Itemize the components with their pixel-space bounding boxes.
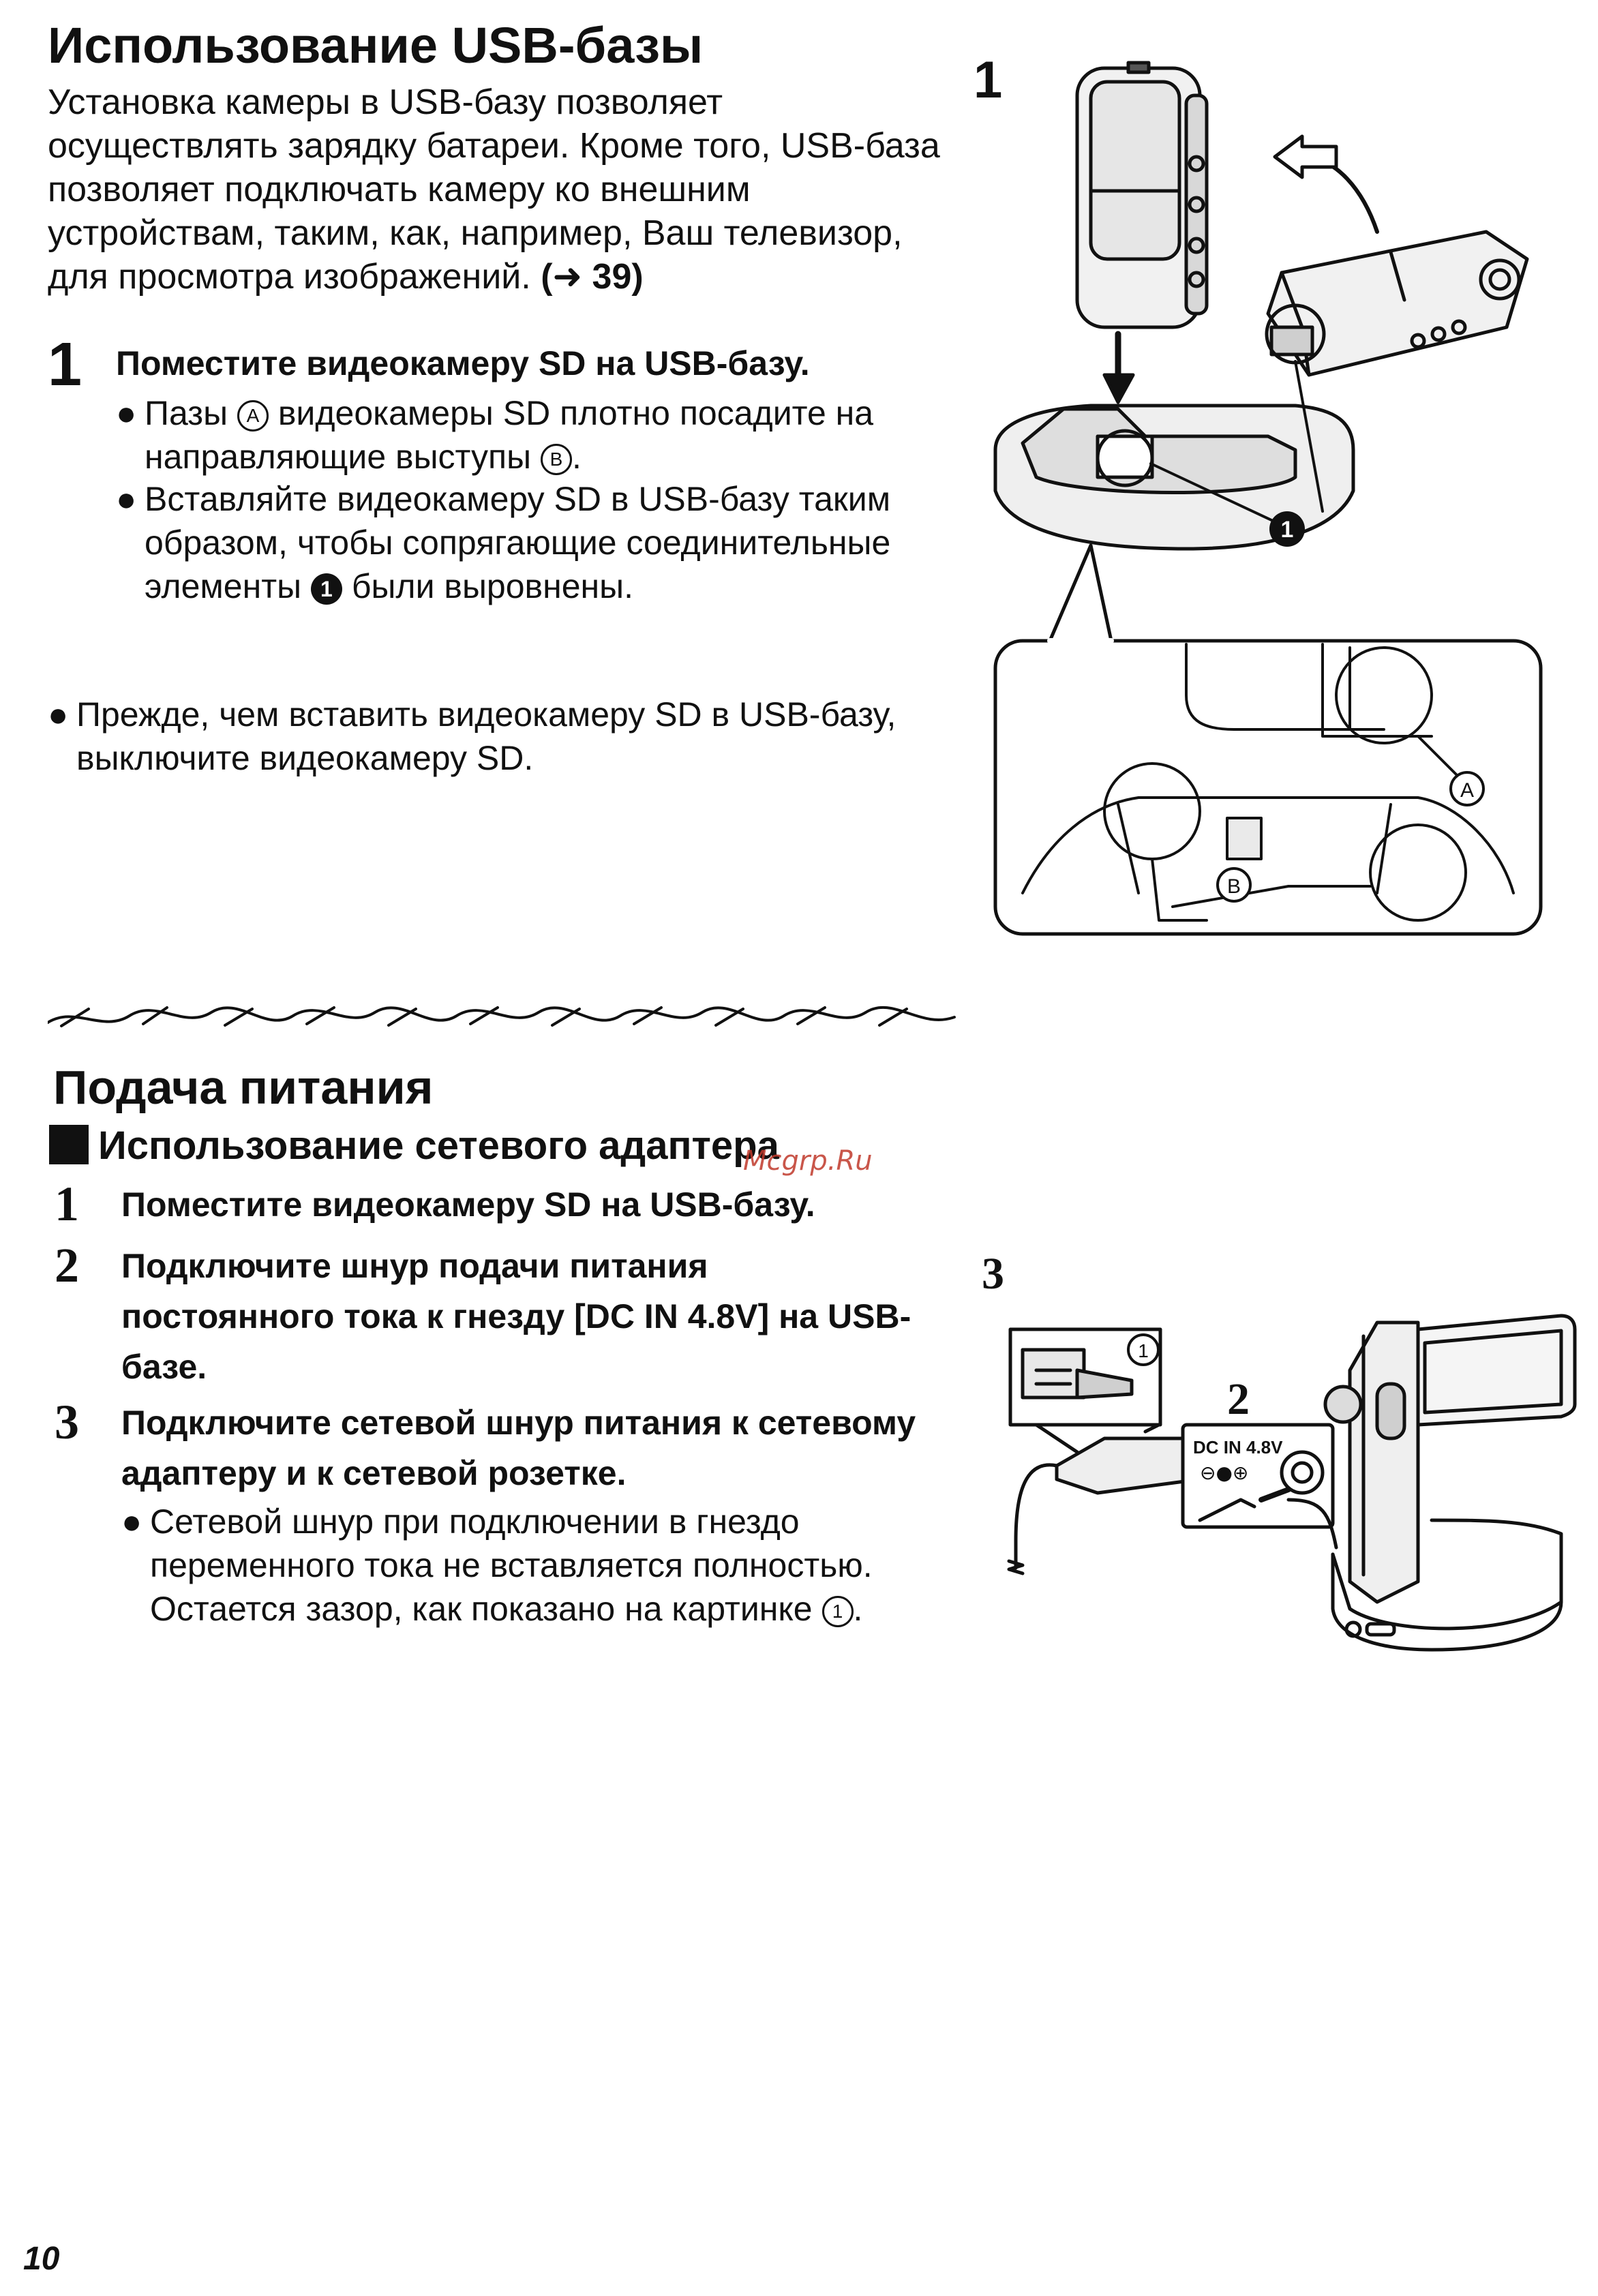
bullet-text: Вставляйте видеокамеру SD в USB-базу таким образом, чтобы сопрягающие соединительные элементы bbox=[145, 480, 891, 605]
callout-1-text: 1 bbox=[1280, 517, 1294, 543]
callout-b-text: B bbox=[1226, 875, 1241, 898]
note-turn-off bbox=[48, 693, 956, 780]
bullet-text: . bbox=[853, 1590, 863, 1628]
dc-jack-label: DC IN 4.8V bbox=[1193, 1437, 1283, 1457]
watermark: Mcgrp.Ru bbox=[743, 1145, 873, 1177]
intro-page-reference: (➜ 39) bbox=[541, 257, 644, 297]
subsection-title: Использование сетевого адаптера bbox=[98, 1123, 779, 1168]
bullet-dot: ● bbox=[121, 1502, 142, 1541]
connector-mark-icon: 1 bbox=[311, 573, 342, 605]
bullet-text: были выровнены. bbox=[351, 567, 633, 605]
bullet-text: . bbox=[571, 438, 582, 476]
figure-3-label: 3 bbox=[982, 1249, 1004, 1299]
intro-text: Установка камеры в USB-базу позволяет осуществлять зарядку батареи. Кроме того, USB-база позволяет подключать камеру ко внешним устройствам, таким, как, например, Ваш телевизор, для просмотра изображений. bbox=[48, 82, 940, 297]
camera-vertical bbox=[1077, 63, 1207, 327]
section-title-usb-base: Использование USB-базы bbox=[48, 17, 704, 74]
power-step-3-number: 3 bbox=[55, 1395, 79, 1449]
mark-b-icon: B bbox=[541, 444, 572, 475]
power-step-1-number: 1 bbox=[55, 1177, 79, 1231]
callout-a-text: A bbox=[1460, 779, 1475, 802]
bullet-text: видеокамеры SD плотно посадите на направляющие выступы bbox=[145, 394, 874, 476]
figure-ac-adapter-connection bbox=[995, 1295, 1582, 1663]
power-step-2-number: 2 bbox=[55, 1238, 79, 1293]
intro-paragraph bbox=[48, 80, 948, 299]
step-1-bullet-align bbox=[116, 477, 983, 608]
figure-1-label: 1 bbox=[974, 51, 1003, 109]
camera-horizontal bbox=[1267, 232, 1527, 375]
ornament-divider bbox=[48, 1002, 961, 1036]
step-1-bullet-grooves bbox=[116, 391, 983, 479]
figure-2-label: 2 bbox=[1227, 1374, 1250, 1424]
bullet-text: Пазы bbox=[145, 394, 228, 432]
bullet-dot: ● bbox=[116, 480, 137, 518]
camera-on-base bbox=[1325, 1316, 1575, 1650]
mark-a-icon: A bbox=[237, 400, 269, 432]
figure-camera-on-usb-base bbox=[982, 55, 1568, 941]
bullet-dot: ● bbox=[48, 695, 69, 734]
mark-1-icon: 1 bbox=[822, 1596, 854, 1627]
power-step-2-text: Подключите шнур подачи питания постоянного тока к гнезду [DC IN 4.8V] на USB-базе. bbox=[121, 1247, 911, 1386]
zoom-pointer bbox=[1050, 545, 1111, 641]
step-1-text: Поместите видеокамеру SD на USB-базу. bbox=[116, 344, 810, 382]
bullet-dot: ● bbox=[116, 394, 137, 432]
subsection-heading-ac-adapter bbox=[49, 1122, 779, 1170]
bullet-text: Прежде, чем вставить видеокамеру SD в USB-базу, выключите видеокамеру SD. bbox=[76, 695, 896, 777]
power-bullet-gap bbox=[121, 1500, 1002, 1631]
callout-1-text: 1 bbox=[1138, 1340, 1149, 1361]
page-number: 10 bbox=[23, 2241, 60, 2277]
black-square-icon bbox=[49, 1125, 89, 1164]
power-step-3-text: Подключите сетевой шнур питания к сетевому адаптеру и к сетевой розетке. bbox=[121, 1404, 916, 1492]
section-title-power-supply: Подача питания bbox=[53, 1061, 434, 1114]
polarity-symbol: ⊖●⊕ bbox=[1200, 1462, 1249, 1484]
step-1-number: 1 bbox=[48, 331, 82, 399]
power-step-1-text: Поместите видеокамеру SD на USB-базу. bbox=[121, 1185, 815, 1224]
bullet-text: Сетевой шнур при подключении в гнездо переменного тока не вставляется полностью. Остается зазор, как показано на картинке bbox=[150, 1502, 873, 1628]
